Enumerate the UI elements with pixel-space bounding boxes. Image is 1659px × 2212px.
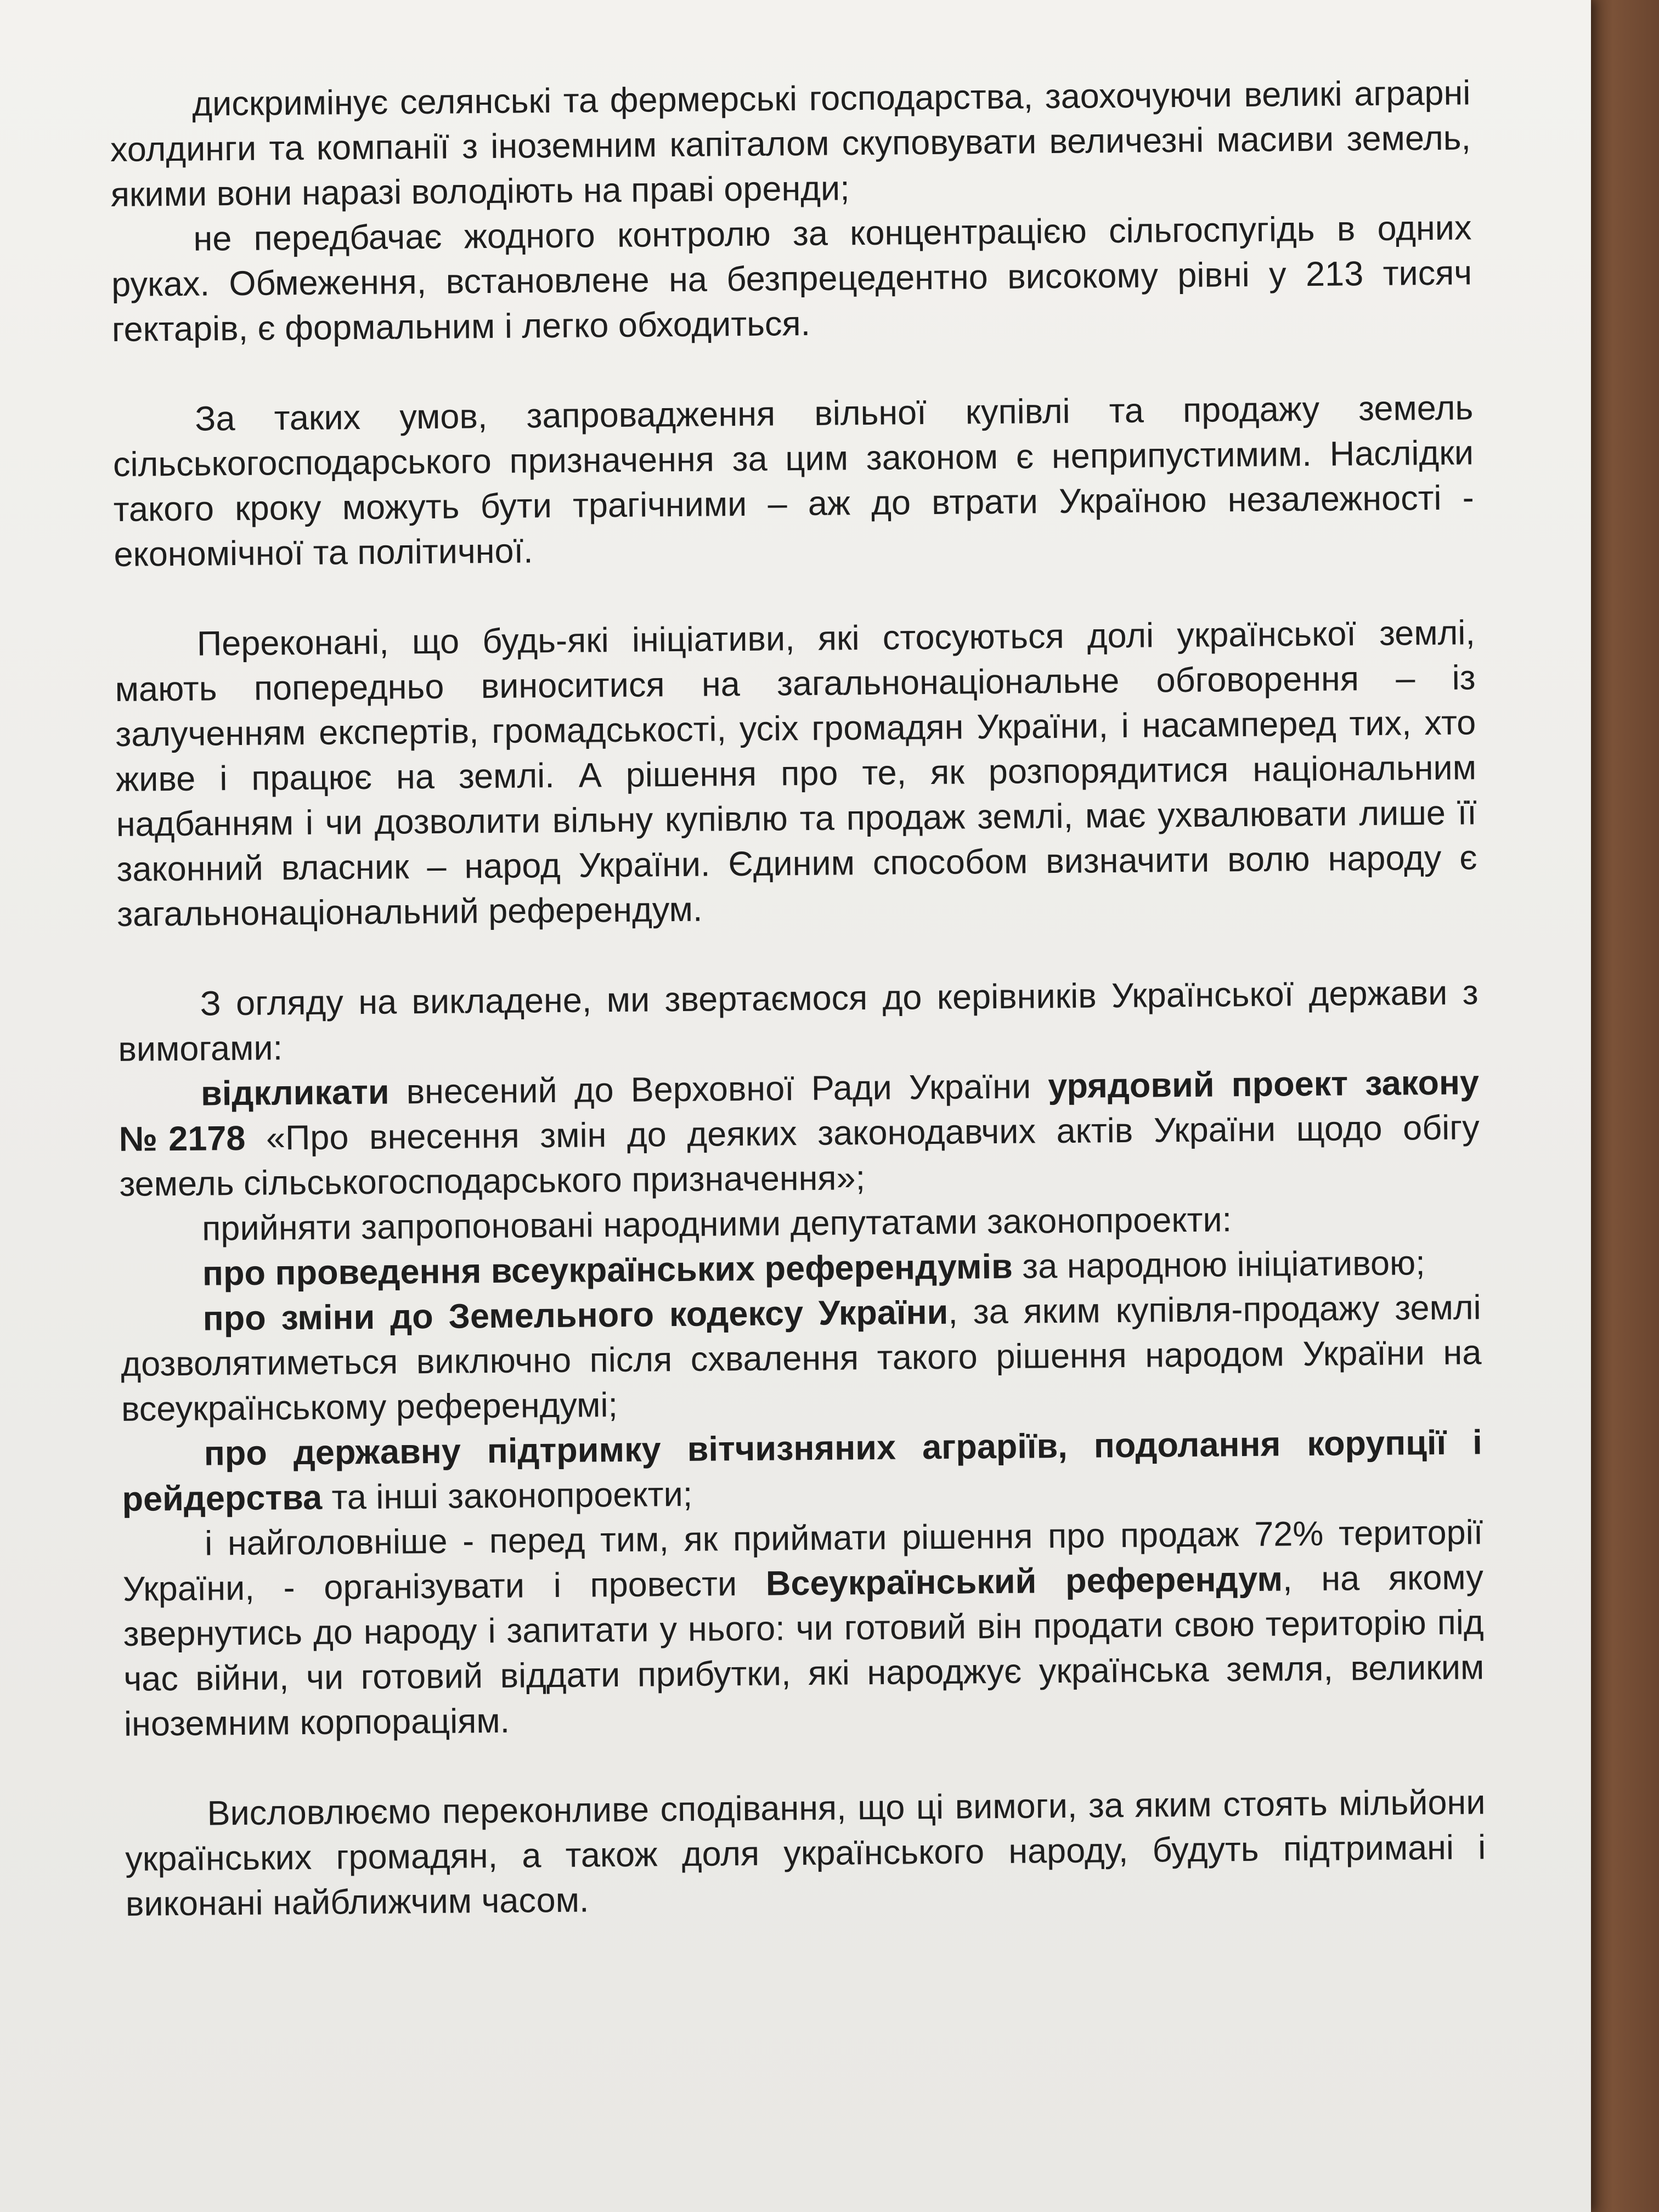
paragraph-10 <box>121 1420 1482 1522</box>
paragraph-12: Висловлюємо переконливе сподівання, що ці вимоги, за яким стоять мільйони українських громадян, а також доля українського народу, будуть підтримані і виконані найближчим часом. <box>125 1783 1486 1923</box>
paragraph-2: не передбачає жодного контролю за концентрацією сільгоспугідь в одних руках. Обмеження, встановлене на безпрецедентно високому рівні у 213 тисяч гектарів, є формальним і легко обходиться. <box>111 208 1472 349</box>
text-span: за народною ініціативою; <box>1012 1244 1426 1286</box>
text-span: і найголовніше - перед тим, як приймати рішення про продаж 72% території України, - організувати і провести <box>122 1513 1483 1609</box>
paragraph-3: За таких умов, запровадження вільної купівлі та продажу земель сільськогосподарського призначення за цим законом є неприпустимим. Наслідки такого кроку можуть бути трагічними – аж до втрати Україною незалежності - економічної та політичної. <box>112 388 1475 574</box>
bold-text: про проведення всеукраїнських референдумів <box>202 1247 1013 1293</box>
text-span: «Про внесення змін до деяких законодавчих актів України щодо обігу земель сільськогосподарського призначення»; <box>119 1108 1480 1204</box>
paragraph-7: прийняти запропоновані народними депутатами законопроекти: <box>201 1200 1232 1248</box>
bold-text: про зміни до Земельного кодексу України <box>202 1293 949 1338</box>
text-span: , на якому звернутись до народу і запитати у нього: чи готовий він продати свою територію під час війни, чи готовий віддати прибутки, які народжує українська земля, великим іноземним корпораціям. <box>123 1558 1485 1743</box>
text-span: та інші законопроекти; <box>321 1475 693 1517</box>
text-span: , за яким купівля-продажу землі дозволятиметься виключно після схвалення такого рішення народом України на всеукраїнському референдумі; <box>121 1288 1482 1429</box>
bold-text: відкликати <box>200 1073 390 1113</box>
text-span: внесений до Верховної Ради України <box>389 1067 1048 1111</box>
paragraph-1: дискримінує селянські та фермерські господарства, заохочуючи великі аграрні холдинги та компанії з іноземним капіталом скуповувати величезні масиви земель, якими вони наразі володіють на праві оренди; <box>110 74 1471 214</box>
wooden-table-edge <box>1582 0 1659 2212</box>
paragraph-5: З огляду на викладене, ми звертаємося до керівників Української держави з вимогами: <box>118 973 1479 1069</box>
bold-text: про державну підтримку вітчизняних аграріїв, подолання корупції і рейдерства <box>122 1423 1483 1519</box>
bold-text: Всеукраїнський референдум <box>765 1560 1283 1603</box>
paragraph-6 <box>119 1060 1480 1207</box>
paragraph-9 <box>120 1285 1482 1432</box>
document-body <box>110 70 1486 1927</box>
bold-text: урядовий проект закону №2178 <box>119 1063 1480 1159</box>
paragraph-11 <box>122 1510 1485 1747</box>
paragraph-4: Переконані, що будь-які ініціативи, які стосуються долі української землі, мають попередньо виноситися на загальнонаціональне обговорення – із залученням експертів, громадськості, усіх громадян України, і насамперед тих, хто живе і працює на землі. А рішення про те, як розпорядитися національним надбанням і чи дозволити вільну купівлю та продаж землі, має ухвалювати лише її законний власник – народ України. Єдиним способом визначити волю народу є загальнонаціональний референдум. <box>115 613 1477 934</box>
